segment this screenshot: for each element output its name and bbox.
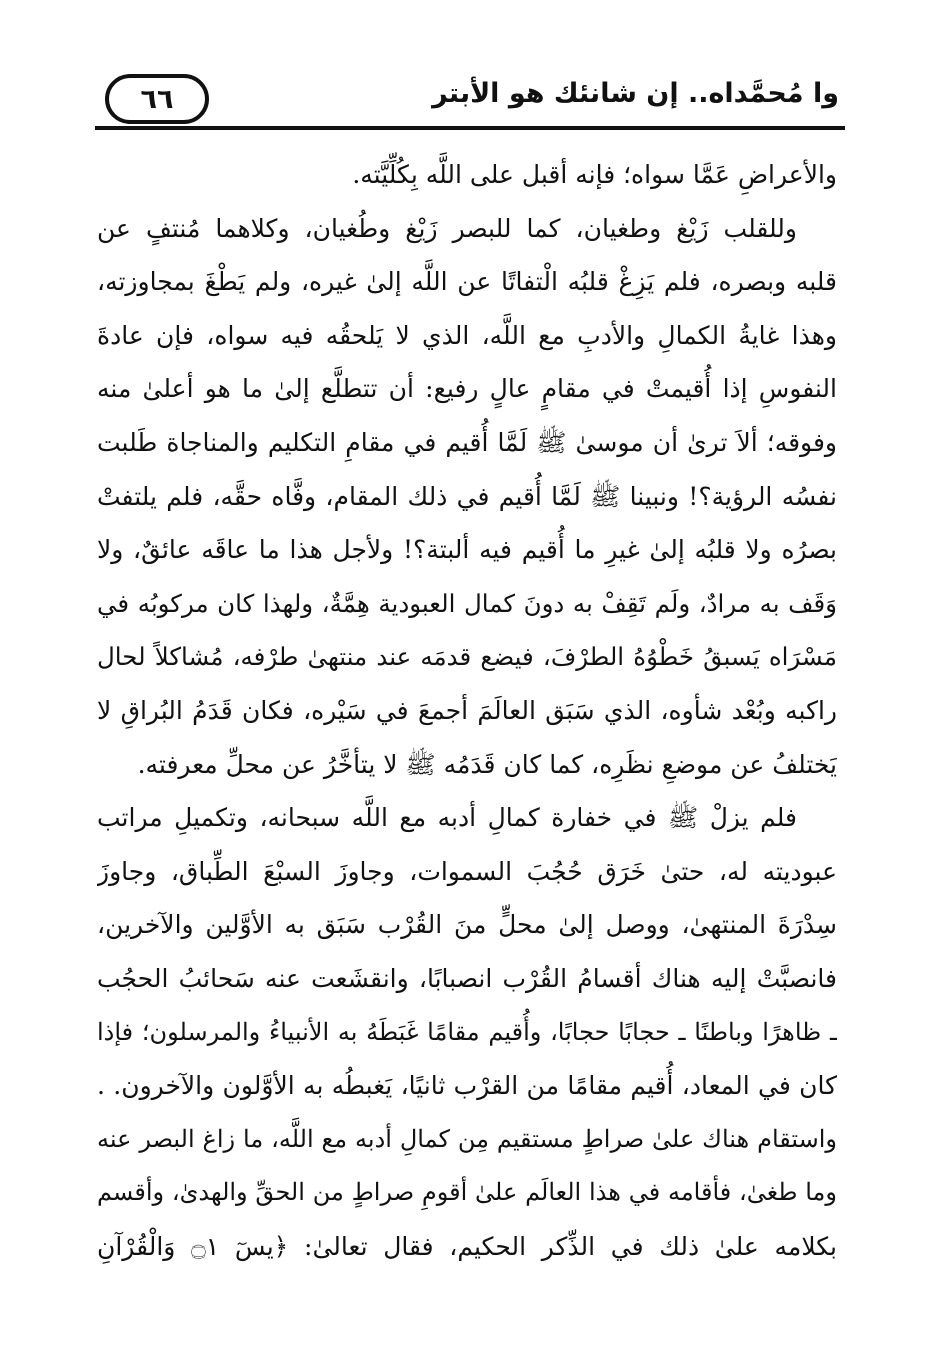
text-line: مَسْرَاه يَسبقُ خَطْوُهُ الطرْفَ، فيضع قدمَه عند منتهىٰ طرْفه، مُشاكلاً لحال xyxy=(97,642,837,672)
text-line: راكبه وبُعْد شأوه، الذي سَبَق العالَمَ أجمعَ في سَيْره، فكان قَدَمُ البُراقِ لا xyxy=(97,695,837,725)
running-header xyxy=(95,62,845,140)
text-line: يَختلفُ عن موضعِ نظَرِه، كما كان قَدَمُه ﷺ لا يتأخَّرُ عن محلِّ معرفته. xyxy=(137,749,837,779)
text-line: كان في المعاد، أُقيم مقامًا من القرْب ثانيًا، يَغبطُه به الأوَّلون والآخرون. . xyxy=(97,1071,837,1101)
text-line: وما طغىٰ، فأقامه في هذا العالَم علىٰ أقومِ صراطٍ من الحقِّ والهدىٰ، وأقسم xyxy=(97,1178,837,1207)
text-line: واستقام هناك علىٰ صراطٍ مستقيم مِن كمالِ أدبه مع اللَّه، ما زاغ البصر عنه xyxy=(97,1124,837,1153)
text-line: وهذا غايةُ الكمالِ والأدبِ مع اللَّه، الذي لا يَلحقُه فيه سواه، فإن عادةَ xyxy=(97,320,837,350)
text-line: نفسُه الرؤية؟! ونبينا ﷺ لَمَّا أُقيم في ذلك المقام، وفَّاه حقَّه، فلم يلتفتْ xyxy=(97,481,837,511)
text-line: سِدْرَةَ المنتهىٰ، ووصل إلىٰ محلٍّ منَ القُرْب سَبَق به الأوَّلين والآخرين، xyxy=(97,910,837,940)
text-line: قلبه وبصره، فلم يَزِغْ قلبُه الْتفاتًا عن اللَّه إلىٰ غيره، ولم يَطْغَ بمجاوزته، xyxy=(97,267,837,297)
text-line: فلم يزلْ ﷺ في خفارة كمالِ أدبه مع اللَّه سبحانه، وتكميلِ مراتب xyxy=(97,803,797,833)
header-rule xyxy=(95,126,845,130)
text-line: بكلامه علىٰ ذلك في الذِّكر الحكيم، فقال تعالىٰ: ﴿يسٓ ۝١ وَالْقُرْآنِ xyxy=(97,1231,837,1261)
text-line: فانصبَّتْ إليه هناك أقسامُ القُرْب انصبابًا، وانقشَعت عنه سَحائبُ الحجُب xyxy=(97,963,837,993)
text-line: ـ ظاهرًا وباطنًا ـ حجابًا حجابًا، وأُقيم مقامًا غَبَطَهُ به الأنبياءُ والمرسلون؛ فإذا xyxy=(97,1017,837,1046)
page-number: ٦٦ xyxy=(140,83,174,115)
body-text xyxy=(97,148,837,1273)
text-line: بصرُه ولا قلبُه إلىٰ غيرِ ما أُقيم فيه ألبتة؟! ولأجل هذا ما عاقَه عائقٌ، ولا xyxy=(97,535,837,565)
text-line: وللقلب زَيْغ وطغيان، كما للبصر زَيْغ وطُغيان، وكلاهما مُنتفٍ عن xyxy=(97,213,797,243)
text-line: عبوديته له، حتىٰ خَرَق حُجُبَ السموات، وجاوزَ السبْعَ الطِّباق، وجاوزَ xyxy=(97,856,837,886)
running-title: وا مُحمَّداه.. إن شانئك هو الأبتر xyxy=(432,78,839,109)
page-number-badge xyxy=(105,74,209,124)
text-line: وَقَف به مرادٌ، ولَم تَقِفْ به دونَ كمال العبودية هِمَّةٌ، ولهذا كان مركوبُه في xyxy=(97,588,837,618)
text-line: النفوسِ إذا أُقيمتْ في مقامٍ عالٍ رفيع: أن تتطلَّع إلىٰ ما هو أعلىٰ منه xyxy=(97,374,837,404)
text-line: والأعراضِ عَمَّا سواه؛ فإنه أقبل على اللَّه بِكُلِّيَّته. xyxy=(352,160,837,189)
text-line: وفوقه؛ ألاَ ترىٰ أن موسىٰ ﷺ لَمَّا أُقيم في مقامِ التكليم والمناجاة طَلبت xyxy=(97,427,837,457)
